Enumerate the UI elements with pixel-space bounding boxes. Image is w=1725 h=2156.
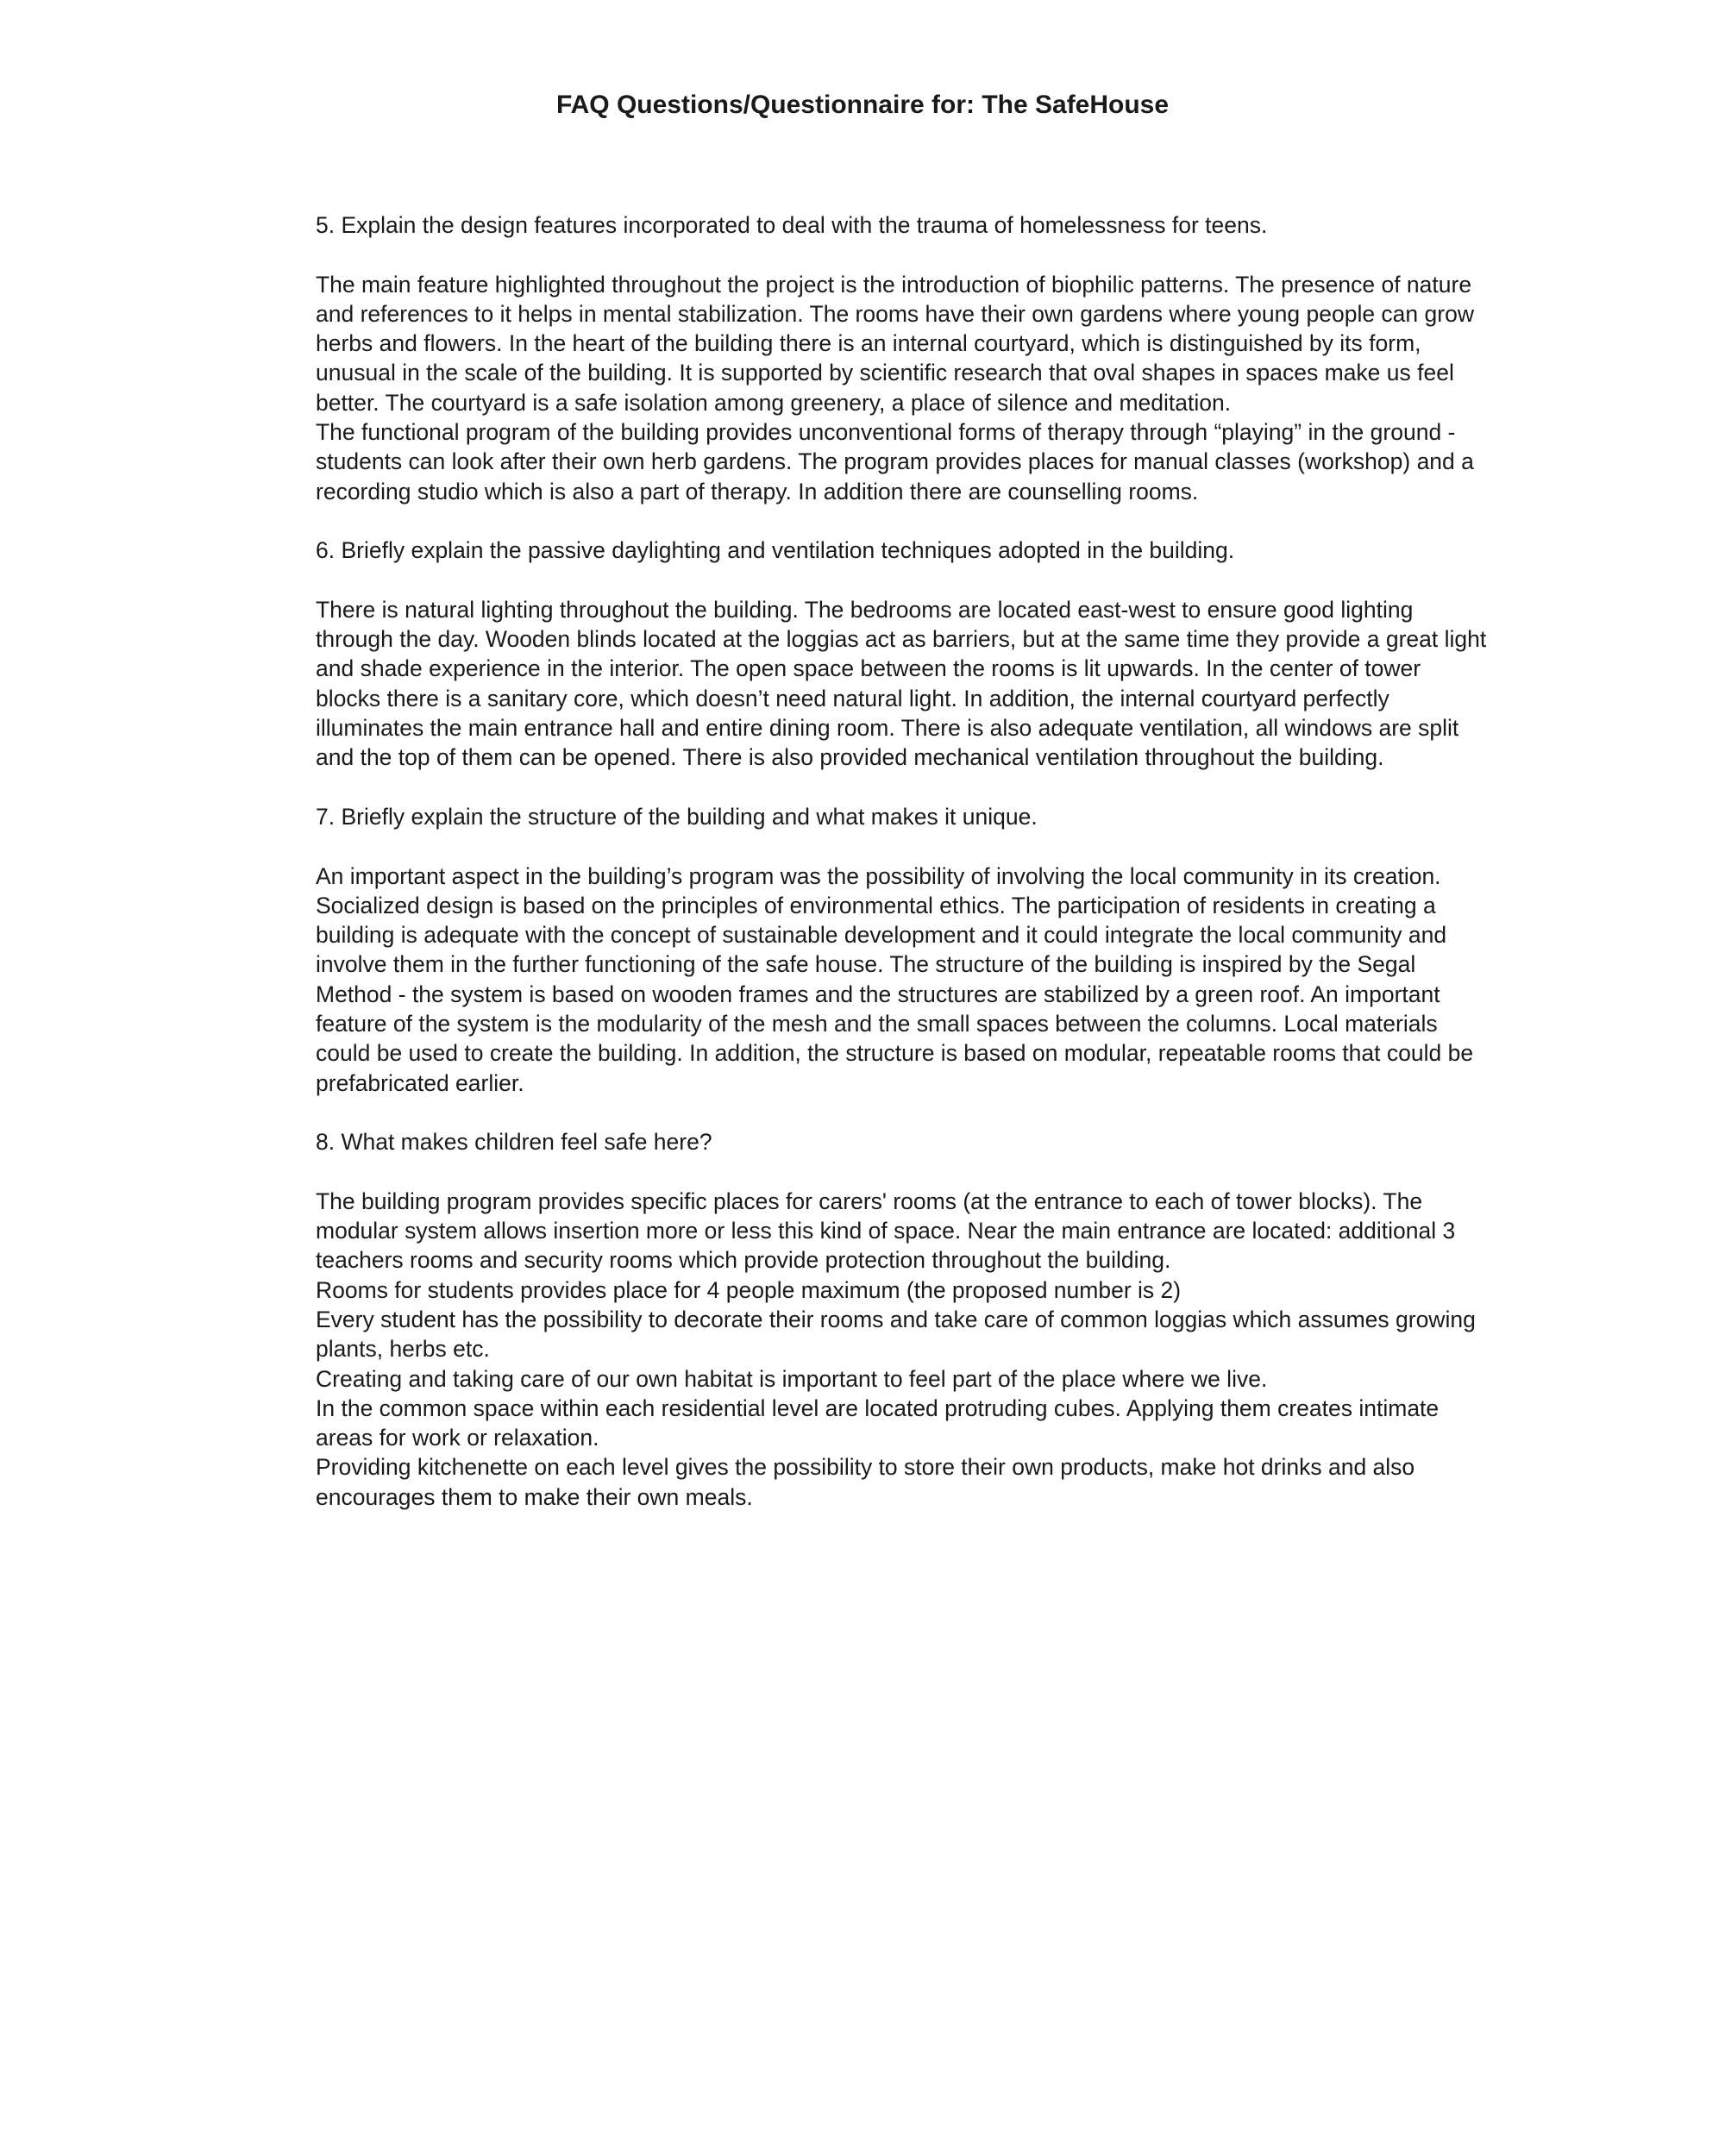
answer-paragraph: The building program provides specific places for carers' rooms (at the entrance to each of tower blocks). The modular system allows insertion more or less this kind of space. Near the main entrance are located: additional 3 teachers rooms and security rooms which provide protection throughout the building. bbox=[316, 1188, 1456, 1274]
answer-paragraph: Creating and taking care of our own habitat is important to feel part of the place where we live. bbox=[316, 1365, 1268, 1392]
answer bbox=[316, 1187, 1489, 1512]
faq-section-7 bbox=[316, 802, 1489, 1098]
answer-paragraph: The functional program of the building provides unconventional forms of therapy through “playing” in the ground - students can look after their own herb gardens. The program provides places for manual classes (workshop) and a recording studio which is also a part of therapy. In addition there are counselling rooms. bbox=[316, 419, 1474, 505]
answer-paragraph: An important aspect in the building’s program was the possibility of involving the local community in its creation. Socialized design is based on the principles of environmental ethics. The participation of residents in creating a building is adequate with the concept of sustainable development and it could integrate the local community and involve them in the further functioning of the safe house. The structure of the building is inspired by the Segal Method - the system is based on wooden frames and the structures are stabilized by a green roof. An important feature of the system is the modularity of the mesh and the small spaces between the columns. Local materials could be used to create the building. In addition, the structure is based on modular, repeatable rooms that could be prefabricated earlier. bbox=[316, 862, 1474, 1096]
answer-paragraph: Providing kitchenette on each level gives the possibility to store their own products, make hot drinks and also encourages them to make their own meals. bbox=[316, 1454, 1415, 1510]
answer-paragraph: Every student has the possibility to decorate their rooms and take care of common loggias which assumes growing plants, herbs etc. bbox=[316, 1306, 1476, 1363]
question: 5. Explain the design features incorporated to deal with the trauma of homelessness for teens. bbox=[316, 212, 1268, 238]
document-body bbox=[316, 210, 1489, 1541]
answer-paragraph: There is natural lighting throughout the building. The bedrooms are located east-west to ensure good lighting through the day. Wooden blinds located at the loggias act as barriers, but at the same time they provide a great light and shade experience in the interior. The open space between the rooms is lit upwards. In the center of tower blocks there is a sanitary core, which doesn’t need natural light. In addition, the internal courtyard perfectly illuminates the main entrance hall and entire dining room. There is also adequate ventilation, all windows are split and the top of them can be opened. There is also provided mechanical ventilation throughout the building. bbox=[316, 596, 1487, 771]
faq-section-6 bbox=[316, 536, 1489, 772]
question: 7. Briefly explain the structure of the building and what makes it unique. bbox=[316, 803, 1038, 830]
answer bbox=[316, 595, 1489, 773]
faq-section-5 bbox=[316, 210, 1489, 506]
question: 6. Briefly explain the passive daylighting and ventilation techniques adopted in the building. bbox=[316, 537, 1235, 564]
question: 8. What makes children feel safe here? bbox=[316, 1129, 712, 1156]
answer-paragraph: The main feature highlighted throughout the project is the introduction of biophilic patterns. The presence of nature and references to it helps in mental stabilization. The rooms have their own gardens where young people can grow herbs and flowers. In the heart of the building there is an internal courtyard, which is distinguished by its form, unusual in the scale of the building. It is supported by scientific research that oval shapes in spaces make us feel better. The courtyard is a safe isolation among greenery, a place of silence and meditation. bbox=[316, 271, 1474, 416]
page-title: FAQ Questions/Questionnaire for: The SafeHouse bbox=[555, 91, 1170, 119]
answer bbox=[316, 270, 1489, 506]
faq-section-8 bbox=[316, 1127, 1489, 1512]
answer bbox=[316, 862, 1489, 1098]
answer-paragraph: In the common space within each residential level are located protruding cubes. Applying them creates intimate areas for work or relaxation. bbox=[316, 1395, 1440, 1451]
answer-paragraph: Rooms for students provides place for 4 people maximum (the proposed number is 2) bbox=[316, 1276, 1182, 1303]
